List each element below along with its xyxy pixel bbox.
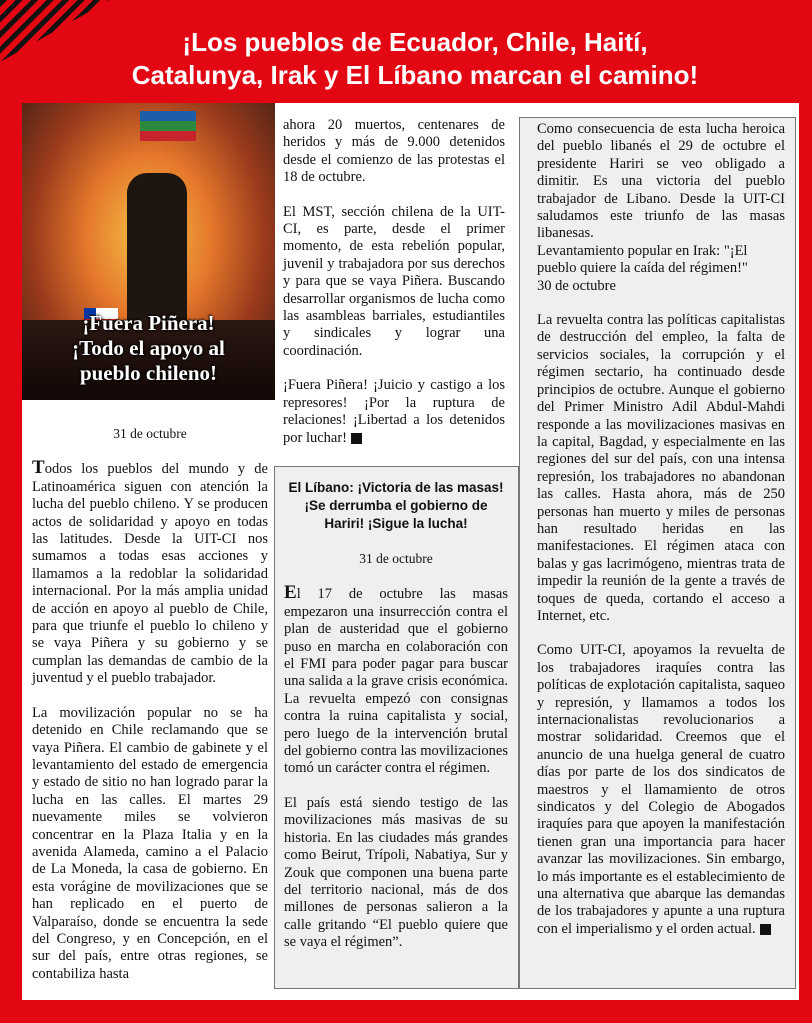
headline [60, 26, 770, 92]
end-mark-2-icon [760, 924, 771, 935]
chile-paragraph-2: La movilización popular no se ha detenido en Chile reclamando que se vaya Piñera. El cambio de gabinete y el levantamiento del estado de emergencia y estado de sitio no han logrado parar la lucha en las calles. El martes 29 nuevamente miles se volvieron concentrar en la Plaza Italia y en la avenida Alameda, camino a el Palacio de La Moneda, la casa de gobierno. En esta vorágine de movilizaciones que se han replicado en el puerto de Valparaíso, donde se encuentra la sede del Congreso, y en Concepción, en el sur del país, entre otras regiones, se contabiliza hasta [32, 704, 268, 982]
statue-silhouette [127, 173, 187, 333]
headline-line-2: Catalunya, Irak y El Líbano marcan el camino! [131, 60, 699, 90]
chile-paragraph-4: El MST, sección chilena de la UIT-CI, es parte, desde el primer momento, de esta rebelión popular, juvenil y trabajadora por sus derechos y para que se vaya Piñera. Buscando desarrollar organismos de lucha como las asambleas barriales, estudiantiles y sindicales y lograr una coordinación. [283, 203, 505, 359]
libano-date: 31 de octubre [359, 551, 433, 566]
irak-content [537, 121, 785, 955]
caption-line-2: ¡Todo el apoyo al [72, 336, 225, 360]
column-chile-continued [283, 117, 505, 464]
caption-line-3: pueblo chileno! [79, 361, 218, 385]
libano-paragraph-2: El país está siendo testigo de las movilizaciones más masivas de su historia. En las ciudades más grandes como Beirut, Trípoli, Nabatiya, Sur y Zouk que componen una buena parte del territorio nacional, más de dos millones de personas salieron a la calle gritando “El pueblo quiere que se vaya el régimen”. [284, 794, 508, 951]
end-mark-icon [351, 433, 362, 444]
irak-date: 30 de octubre [537, 277, 616, 294]
column-chile [32, 425, 268, 1000]
libano-paragraph-1: El 17 de octubre las masas empezaron una insurrección contra el plan de austeridad que el gobierno puso en marcha en colaboración con el FMI para poder pagar para buscar una salida a la grave crisis económica. La revuelta empezó con consignas contra la ruina capitalista y social, pero luego de la intervención brutal del gobierno contra las movilizaciones tomó un carácter contra el régimen. [284, 582, 508, 777]
dropcap-e: E [284, 582, 297, 604]
chile-paragraph-3: ahora 20 muertos, centenares de heridos y más de 9.000 detenidos desde el comienzo de las protestas el 18 de octubre. [283, 117, 505, 186]
photo-caption [22, 311, 275, 386]
protest-photo [22, 103, 275, 400]
headline-line-1: ¡Los pueblos de Ecuador, Chile, Haití, [182, 27, 648, 57]
top-bar [0, 0, 812, 22]
libano-content [284, 479, 508, 969]
libano-paragraph-3: Como consecuencia de esta lucha heroica del pueblo libanés el 29 de octubre el presidente Hariri se veo obligado a dimitir. Es una victoria del pueblo trabajador de Libano. Desde la UIT-CI saludamos este triunfo de las masas libanesas. [537, 121, 785, 242]
chile-paragraph-1: Todos los pueblos del mundo y de Latinoamérica siguen con atención la lucha del pueblo chileno. Y se producen actos de solidaridad y apoyo en todas las latitudes. Desde la UIT-CI nos sumamos a todas esas acciones y llamamos a la redoblar la solidaridad internacional. Por la más amplia unidad de acción en apoyo al pueblo de Chile, para que triunfe el pueblo lo chileno y se vaya Piñera y su gobierno y se cumplan las demandas de cambio de la juventud y el pueblo trabajador. [32, 457, 268, 687]
article-page [22, 103, 799, 1000]
chile-paragraph-5: ¡Fuera Piñera! ¡Juicio y castigo a los represores! ¡Por la ruptura de relaciones! ¡Libertad a los detenidos por luchar! [283, 377, 505, 446]
mapuche-flag-icon [140, 111, 196, 141]
irak-paragraph-1: La revuelta contra las políticas capitalistas de destrucción del empleo, la falta de servicios sociales, la corrupción y el régimen sectario, ha continuado desde principios de octubre. Aunque el gobierno del Primer Ministro Adil Abdul-Mahdi responde a las movilizaciones masivas en la capital, Bagdad, y especialmente en las regiones del sur del país, con una intensa represión, los trabajadores no abandonan las calles. Hasta ahora, más de 250 personas han muerto y miles de personas han resultado heridas en las manifestaciones. El régimen ataca con balas y gas lacrimógeno, mientras trata de impedir la reunión de la gente a través de toques de queda, cortando el acceso a Internet, etc. [537, 312, 785, 624]
dropcap-t: T [32, 457, 45, 479]
irak-title: Levantamiento popular en Irak: "¡El pueblo quiere la caída del régimen!" [537, 242, 748, 277]
chile-date: 31 de octubre [113, 426, 187, 441]
irak-paragraph-2: Como UIT-CI, apoyamos la revuelta de los trabajadores iraquíes contra las políticas de explotación capitalista, saqueo y represión, y llamamos a todos los internacionalistas revolucionarios a mostrar solidaridad. Creemos que el anuncio de una huelga general de cuatro días por parte de los dos sindicatos de maestros y el llamamiento de otros sindicatos y del Colegio de Abogados iraquíes para que apoyen la manifestación tienen gran una importancia para hacer avanzar las movilizaciones. Sin embargo, lo más importante es el establecimiento de una alternativa que abarque las demandas de los trabajadores y apunte a una ruptura con el imperialismo y el orden actual. [537, 642, 785, 937]
caption-line-1: ¡Fuera Piñera! [82, 311, 215, 335]
libano-title: El Líbano: ¡Victoria de las masas! ¡Se derrumba el gobierno de Hariri! ¡Sigue la lucha! [288, 480, 504, 531]
libano-box [274, 466, 519, 989]
irak-box [519, 117, 796, 989]
